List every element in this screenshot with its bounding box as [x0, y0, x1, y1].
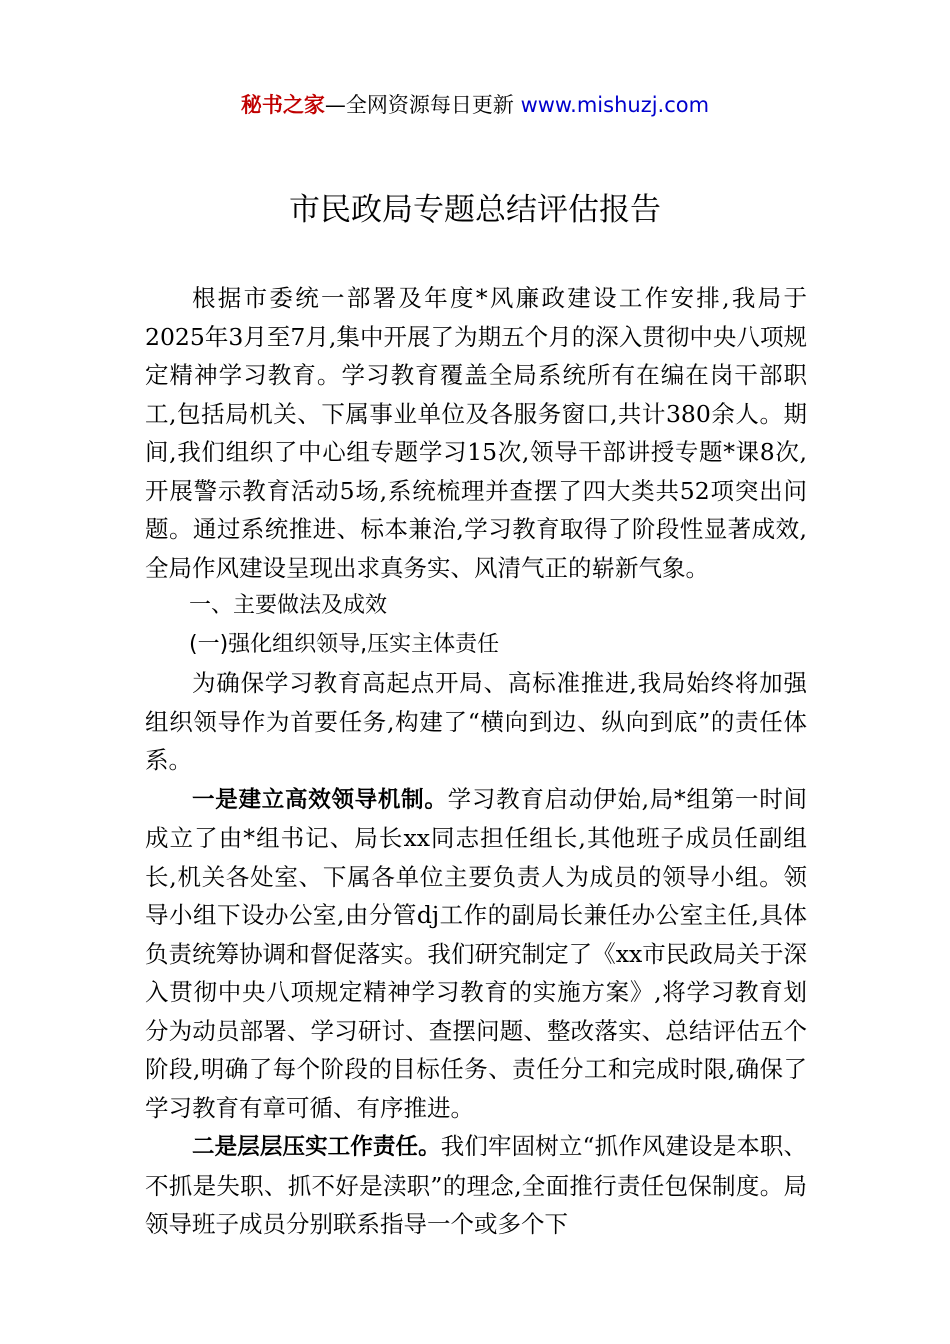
section-heading: 一、主要做法及成效	[189, 593, 388, 618]
site-header	[0, 90, 950, 120]
intro-paragraph: 根据市委统一部署及年度*风廉政建设工作安排,我局于2025年3月至7月,集中开展了为期五个月的深入贯彻中央八项规定精神学习教育。学习教育覆盖全局系统所有在编在岗干部职工,包括局机关、下属事业单位及各服务窗口,共计380余人。期间,我们组织了中心组专题学习15次,领导干部讲授专题*课8次,开展警示教育活动5场,系统梳理并查摆了四大类共52项突出问题。通过系统推进、标本兼治,学习教育取得了阶段性显著成效,全局作风建设呈现出求真务实、风清气正的崭新气象。	[145, 284, 807, 582]
point-one-paragraph	[145, 780, 807, 1128]
point-two-lead: 二是层层压实工作责任。	[192, 1134, 441, 1160]
point-one-lead: 一是建立高效领导机制。	[192, 786, 448, 813]
document-body	[145, 279, 807, 1244]
site-slogan: —全网资源每日更新	[324, 93, 514, 117]
document-title: 市民政局专题总结评估报告	[289, 192, 661, 228]
subsection-heading: (一)强化组织领导,压实主体责任	[189, 631, 500, 657]
site-brand: 秘书之家	[240, 93, 325, 117]
point-two-paragraph	[145, 1127, 807, 1244]
subsection-intro-paragraph: 为确保学习教育高起点开局、高标准推进,我局始终将加强组织领导作为首要任务,构建了“横向到边、纵向到底”的责任体系。	[145, 669, 807, 774]
point-two-body: 我们牢固树立“抓作风建设是本职、不抓是失职、抓不好是渎职”的理念,全面推行责任包保制度。局领导班子成员分别联系指导一个或多个下	[145, 1132, 807, 1238]
site-url-link[interactable]: www.mishuzj.com	[520, 93, 710, 117]
point-one-body: 学习教育启动伊始,局*组第一时间成立了由*组书记、局长xx同志担任组长,其他班子成员任副组长,机关各处室、下属各单位主要负责人为成员的领导小组。领导小组下设办公室,由分管dj工作的副局长兼任办公室主任,具体负责统筹协调和督促落实。我们研究制定了《xx市民政局关于深入贯彻中央八项规定精神学习教育的实施方案》,将学习教育划分为动员部署、学习研讨、查摆问题、整改落实、总结评估五个阶段,明确了每个阶段的目标任务、责任分工和完成时限,确保了学习教育有章可循、有序推进。	[145, 784, 807, 1122]
